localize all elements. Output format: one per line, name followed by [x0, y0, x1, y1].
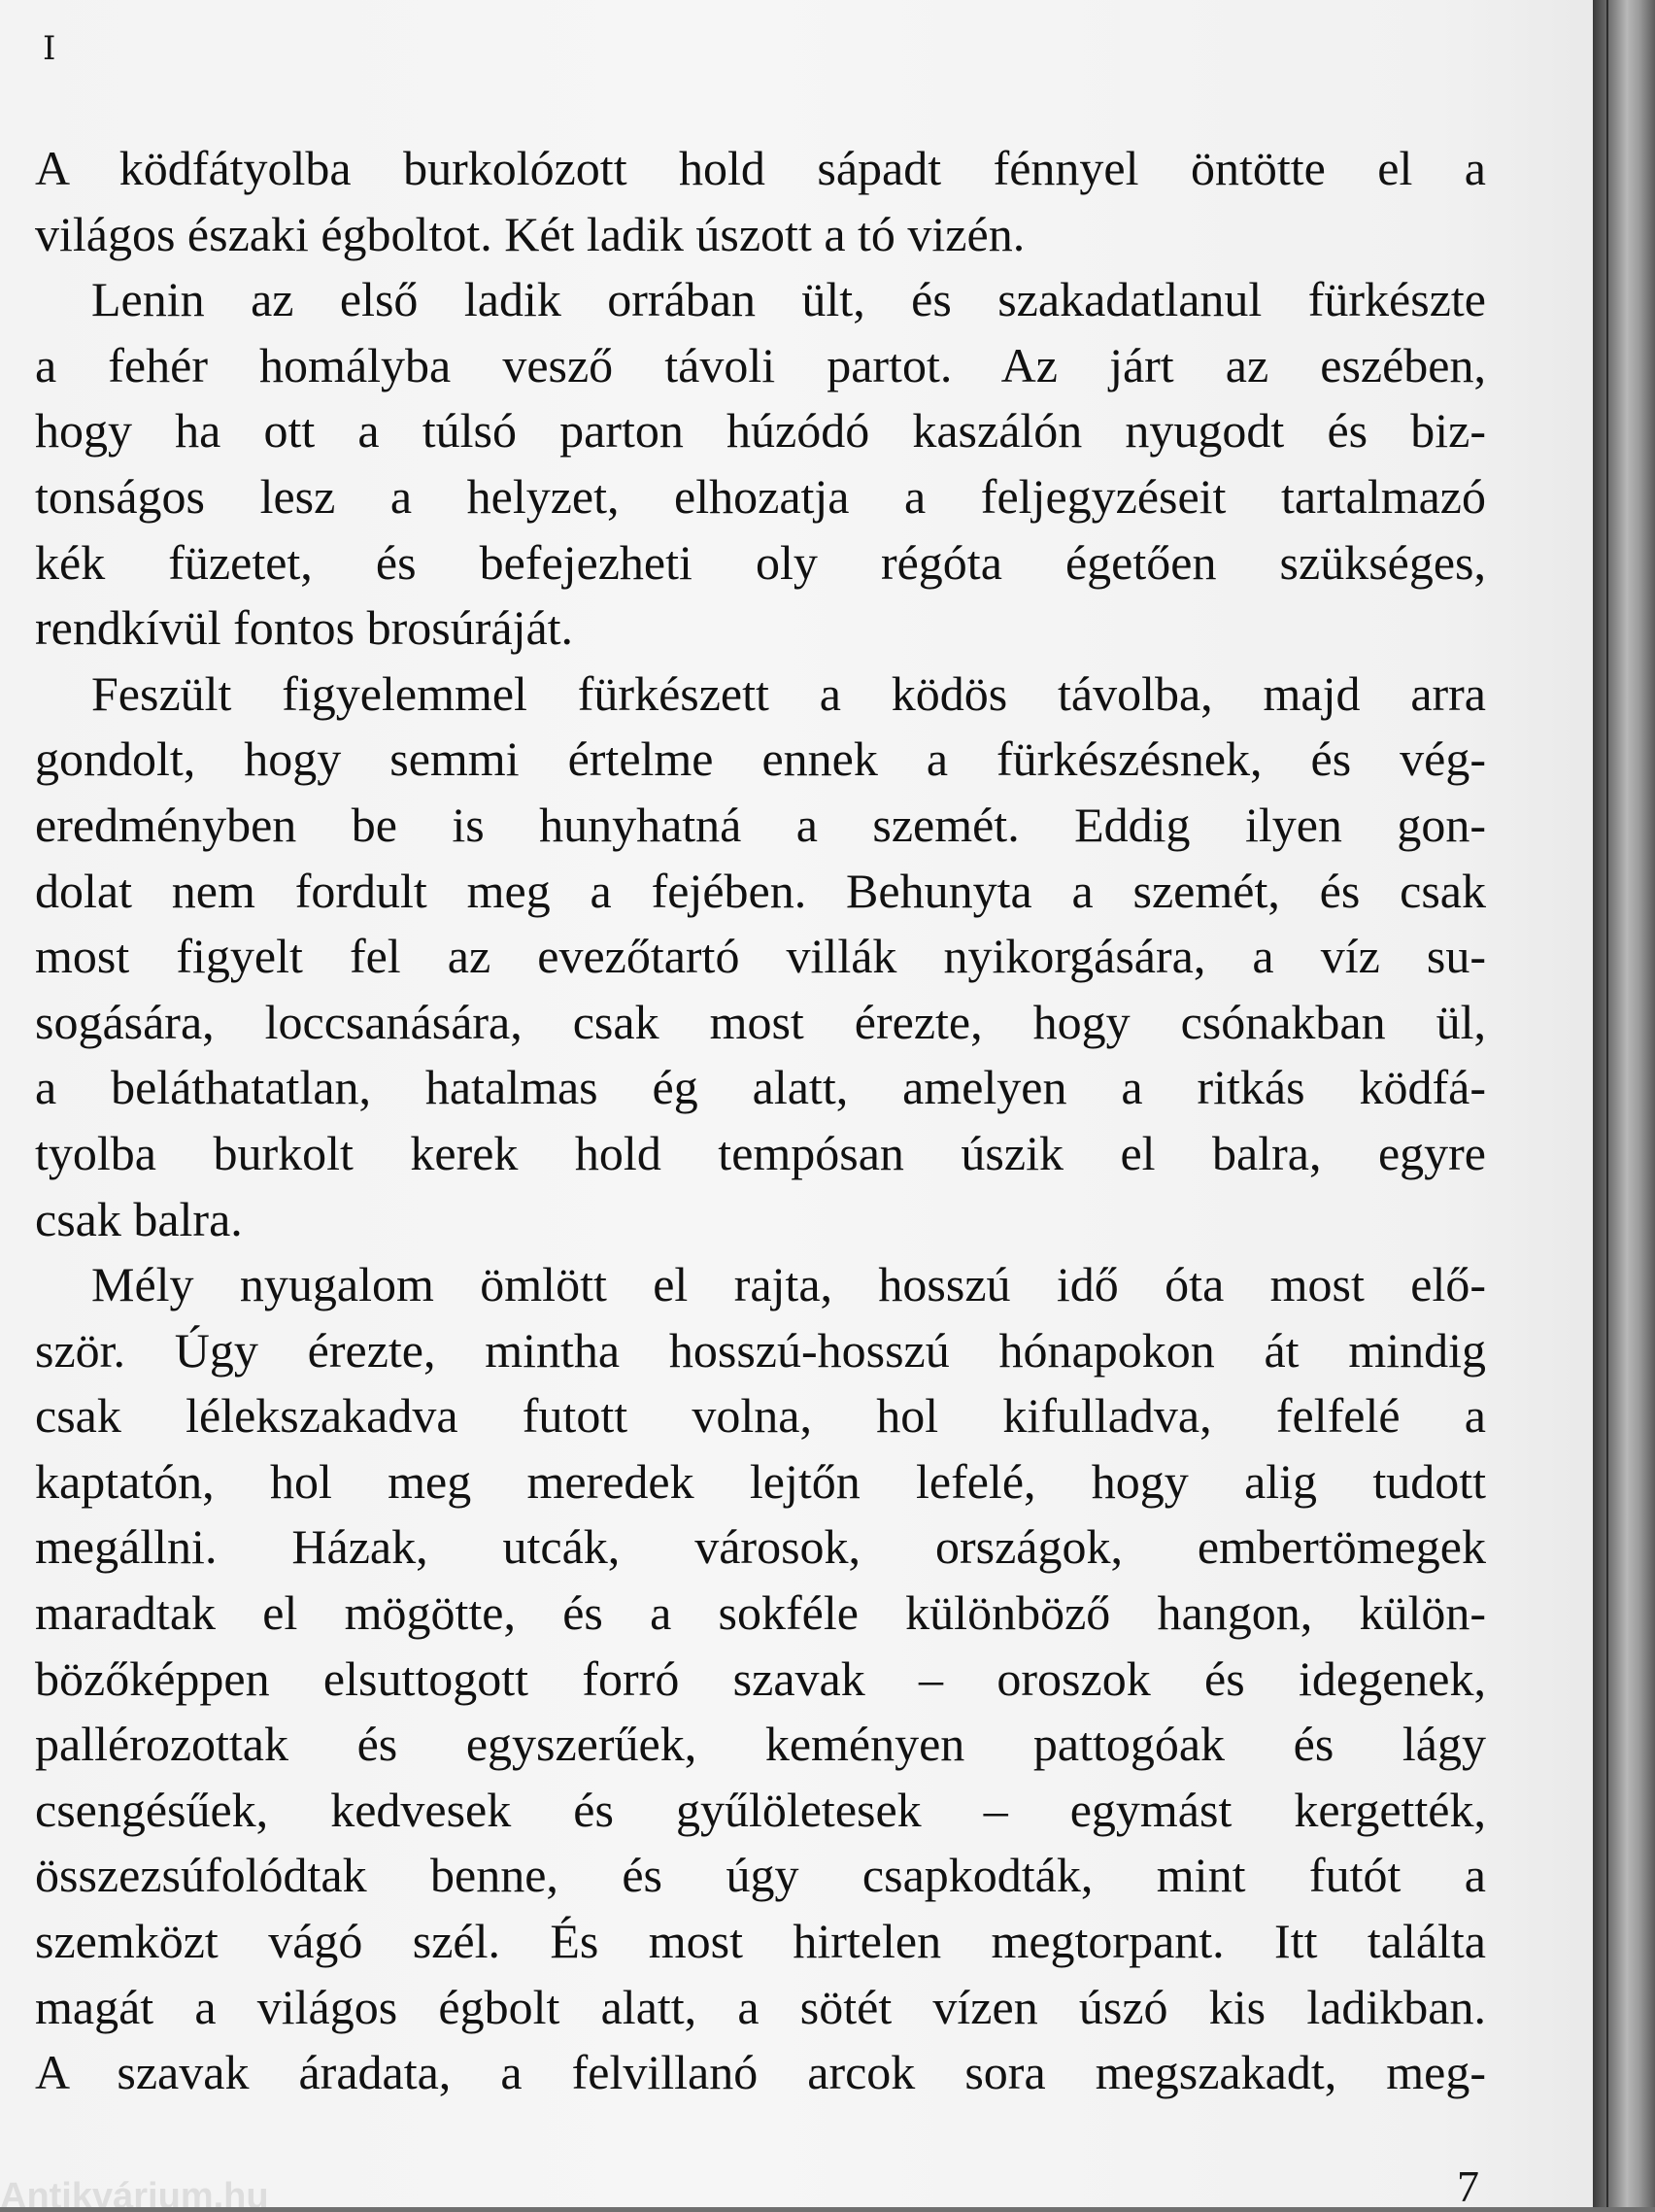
text-line: A ködfátyolba burkolózott hold sápadt fénnyel öntötte el a: [35, 141, 1486, 195]
text-line: tyolba burkolt kerek hold tempósan úszik el balra, egyre: [35, 1125, 1486, 1180]
text-line: tonságos lesz a helyzet, elhozatja a feljegyzéseit tartalmazó: [35, 468, 1486, 524]
text-line: Feszült figyelemmel fürkészett a ködös távolba, majd arra: [91, 665, 1486, 721]
text-line: bözőképpen elsuttogott forró szavak – oroszok és idegenek,: [35, 1650, 1486, 1706]
text-line: rendkívül fontos brosúráját.: [35, 600, 574, 656]
text-line: hogy ha ott a túlsó parton húzódó kaszálón nyugodt és biz-: [35, 403, 1486, 459]
chapter-number: I: [43, 29, 56, 68]
text-line: Mély nyugalom ömlött el rajta, hosszú idő óta most elő-: [91, 1257, 1486, 1312]
text-line: csak lélekszakadva futott volna, hol kifulladva, felfelé a: [35, 1388, 1486, 1444]
text-line: világos északi égboltot. Két ladik úszott a tó vizén.: [35, 206, 1026, 261]
text-line: megállni. Házak, utcák, városok, országok, embertömegek: [35, 1519, 1486, 1575]
text-line: dolat nem fordult meg a fejében. Behunyta a szemét, és csak: [35, 863, 1486, 918]
book-spine-edge: [1593, 0, 1655, 2207]
text-line: pallérozottak és egyszerűek, keményen pattogóak és lágy: [35, 1717, 1486, 1772]
text-line: csengésűek, kedvesek és gyűlöletesek – egymást kergették,: [35, 1782, 1486, 1837]
text-line: maradtak el mögötte, és a sokféle különböző hangon, külön-: [35, 1585, 1486, 1641]
text-line: a fehér homályba vesző távoli partot. Az járt az eszében,: [35, 337, 1486, 392]
page-number: 7: [1457, 2161, 1479, 2211]
page-edge-line: [1606, 0, 1608, 2207]
text-line: Lenin az első ladik orrában ült, és szakadatlanul fürkészte: [91, 272, 1486, 327]
text-line: kék füzetet, és befejezheti oly régóta égetően szükséges,: [35, 534, 1486, 590]
text-line: eredményben be is hunyhatná a szemét. Eddig ilyen gon-: [35, 797, 1486, 852]
text-line: most figyelt fel az evezőtartó villák nyikorgására, a víz su-: [35, 929, 1486, 984]
text-line: magát a világos égbolt alatt, a sötét vízen úszó kis ladikban.: [35, 1979, 1486, 2034]
text-line: összezsúfolódtak benne, és úgy csapkodták, mint futót a: [35, 1848, 1486, 1903]
text-line: A szavak áradata, a felvillanó arcok sora megszakadt, meg-: [35, 2045, 1486, 2100]
text-line: szemközt vágó szél. És most hirtelen megtorpant. Itt találta: [35, 1914, 1486, 1969]
text-line: sogására, loccsanására, csak most érezte, hogy csónakban ül,: [35, 994, 1486, 1049]
watermark: Antikvárium.hu: [0, 2176, 269, 2207]
text-line: csak balra.: [35, 1191, 243, 1246]
text-line: ször. Úgy érezte, mintha hosszú-hosszú hónapokon át mindig: [35, 1322, 1486, 1378]
body-text: [35, 136, 1486, 2106]
text-line: kaptatón, hol meg meredek lejtőn lefelé, hogy alig tudott: [35, 1453, 1486, 1509]
text-line: gondolt, hogy semmi értelme ennek a fürkészésnek, és vég-: [35, 732, 1486, 787]
text-line: a beláthatatlan, hatalmas ég alatt, amelyen a ritkás ködfá-: [35, 1060, 1486, 1115]
